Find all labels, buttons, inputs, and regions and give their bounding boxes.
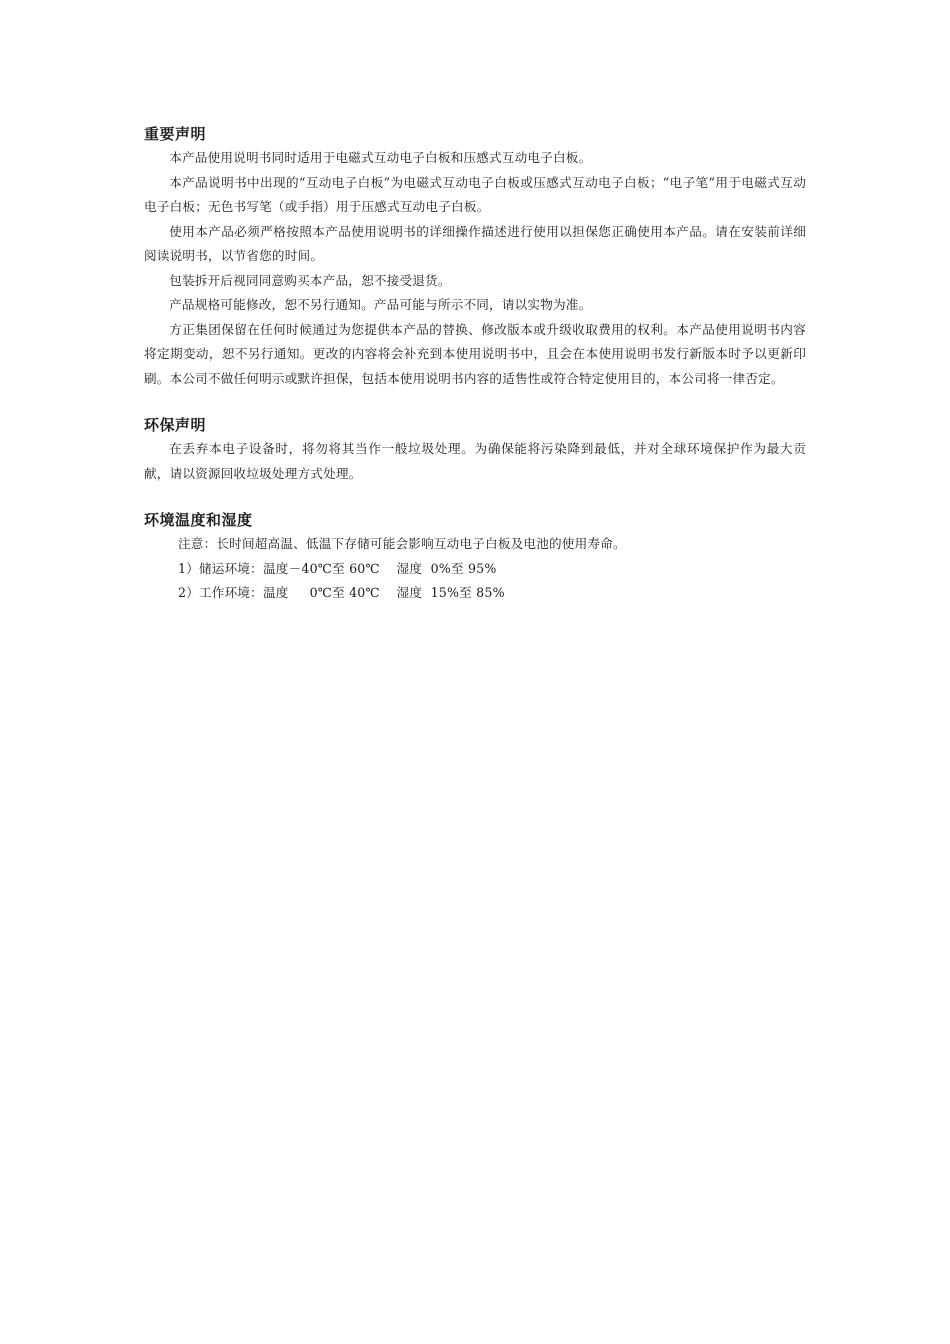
temperature-humidity-section: [144, 510, 806, 606]
note-line: 注意：长时间超高温、低温下存储可能会影响互动电子白板及电池的使用寿命。: [178, 536, 626, 551]
section-title: 环保声明: [144, 416, 207, 434]
paragraph: 本产品使用说明书同时适用于电磁式互动电子白板和压感式互动电子白板。: [169, 150, 592, 165]
paragraph: 在丢弃本电子设备时，将勿将其当作一般垃圾处理。为确保能将污染降到最低，并对全球环境保护作为最大贡献，请以资源回收垃圾处理方式处理。: [144, 441, 806, 481]
important-statement-section: [144, 124, 806, 391]
paragraph: 方正集团保留在任何时候通过为您提供本产品的替换、修改版本或升级收取费用的权利。本产品使用说明书内容将定期变动，恕不另行通知。更改的内容将会补充到本使用说明书中，且会在本使用说明书发行新版本时予以更新印刷。本公司不做任何明示或默许担保，包括本使用说明书内容的适售性或符合特定使用目的，本公司将一律否定。: [144, 321, 806, 386]
storage-environment-line: 1）储运环境：温度－40℃至 60℃ 湿度 0%至 95%: [178, 560, 497, 576]
paragraph: 使用本产品必须严格按照本产品使用说明书的详细操作描述进行使用以担保您正确使用本产品。请在安装前详细阅读说明书，以节省您的时间。: [144, 223, 806, 263]
document-page: [144, 124, 806, 630]
section-title: 环境温度和湿度: [144, 511, 253, 529]
section-title: 重要声明: [144, 125, 207, 143]
paragraph: 本产品说明书中出现的“互动电子白板”为电磁式互动电子白板或压感式互动电子白板；“电子笔”用于电磁式互动电子白板；无色书写笔（或手指）用于压感式互动电子白板。: [144, 174, 806, 214]
working-environment-line: 2）工作环境：温度 0℃至 40℃ 湿度 15%至 85%: [178, 585, 505, 600]
paragraph: 包装拆开后视同同意购买本产品，恕不接受退货。: [169, 272, 451, 288]
paragraph: 产品规格可能修改，恕不另行通知。产品可能与所示不同，请以实物为准。: [169, 297, 592, 312]
environmental-statement-section: [144, 415, 806, 486]
